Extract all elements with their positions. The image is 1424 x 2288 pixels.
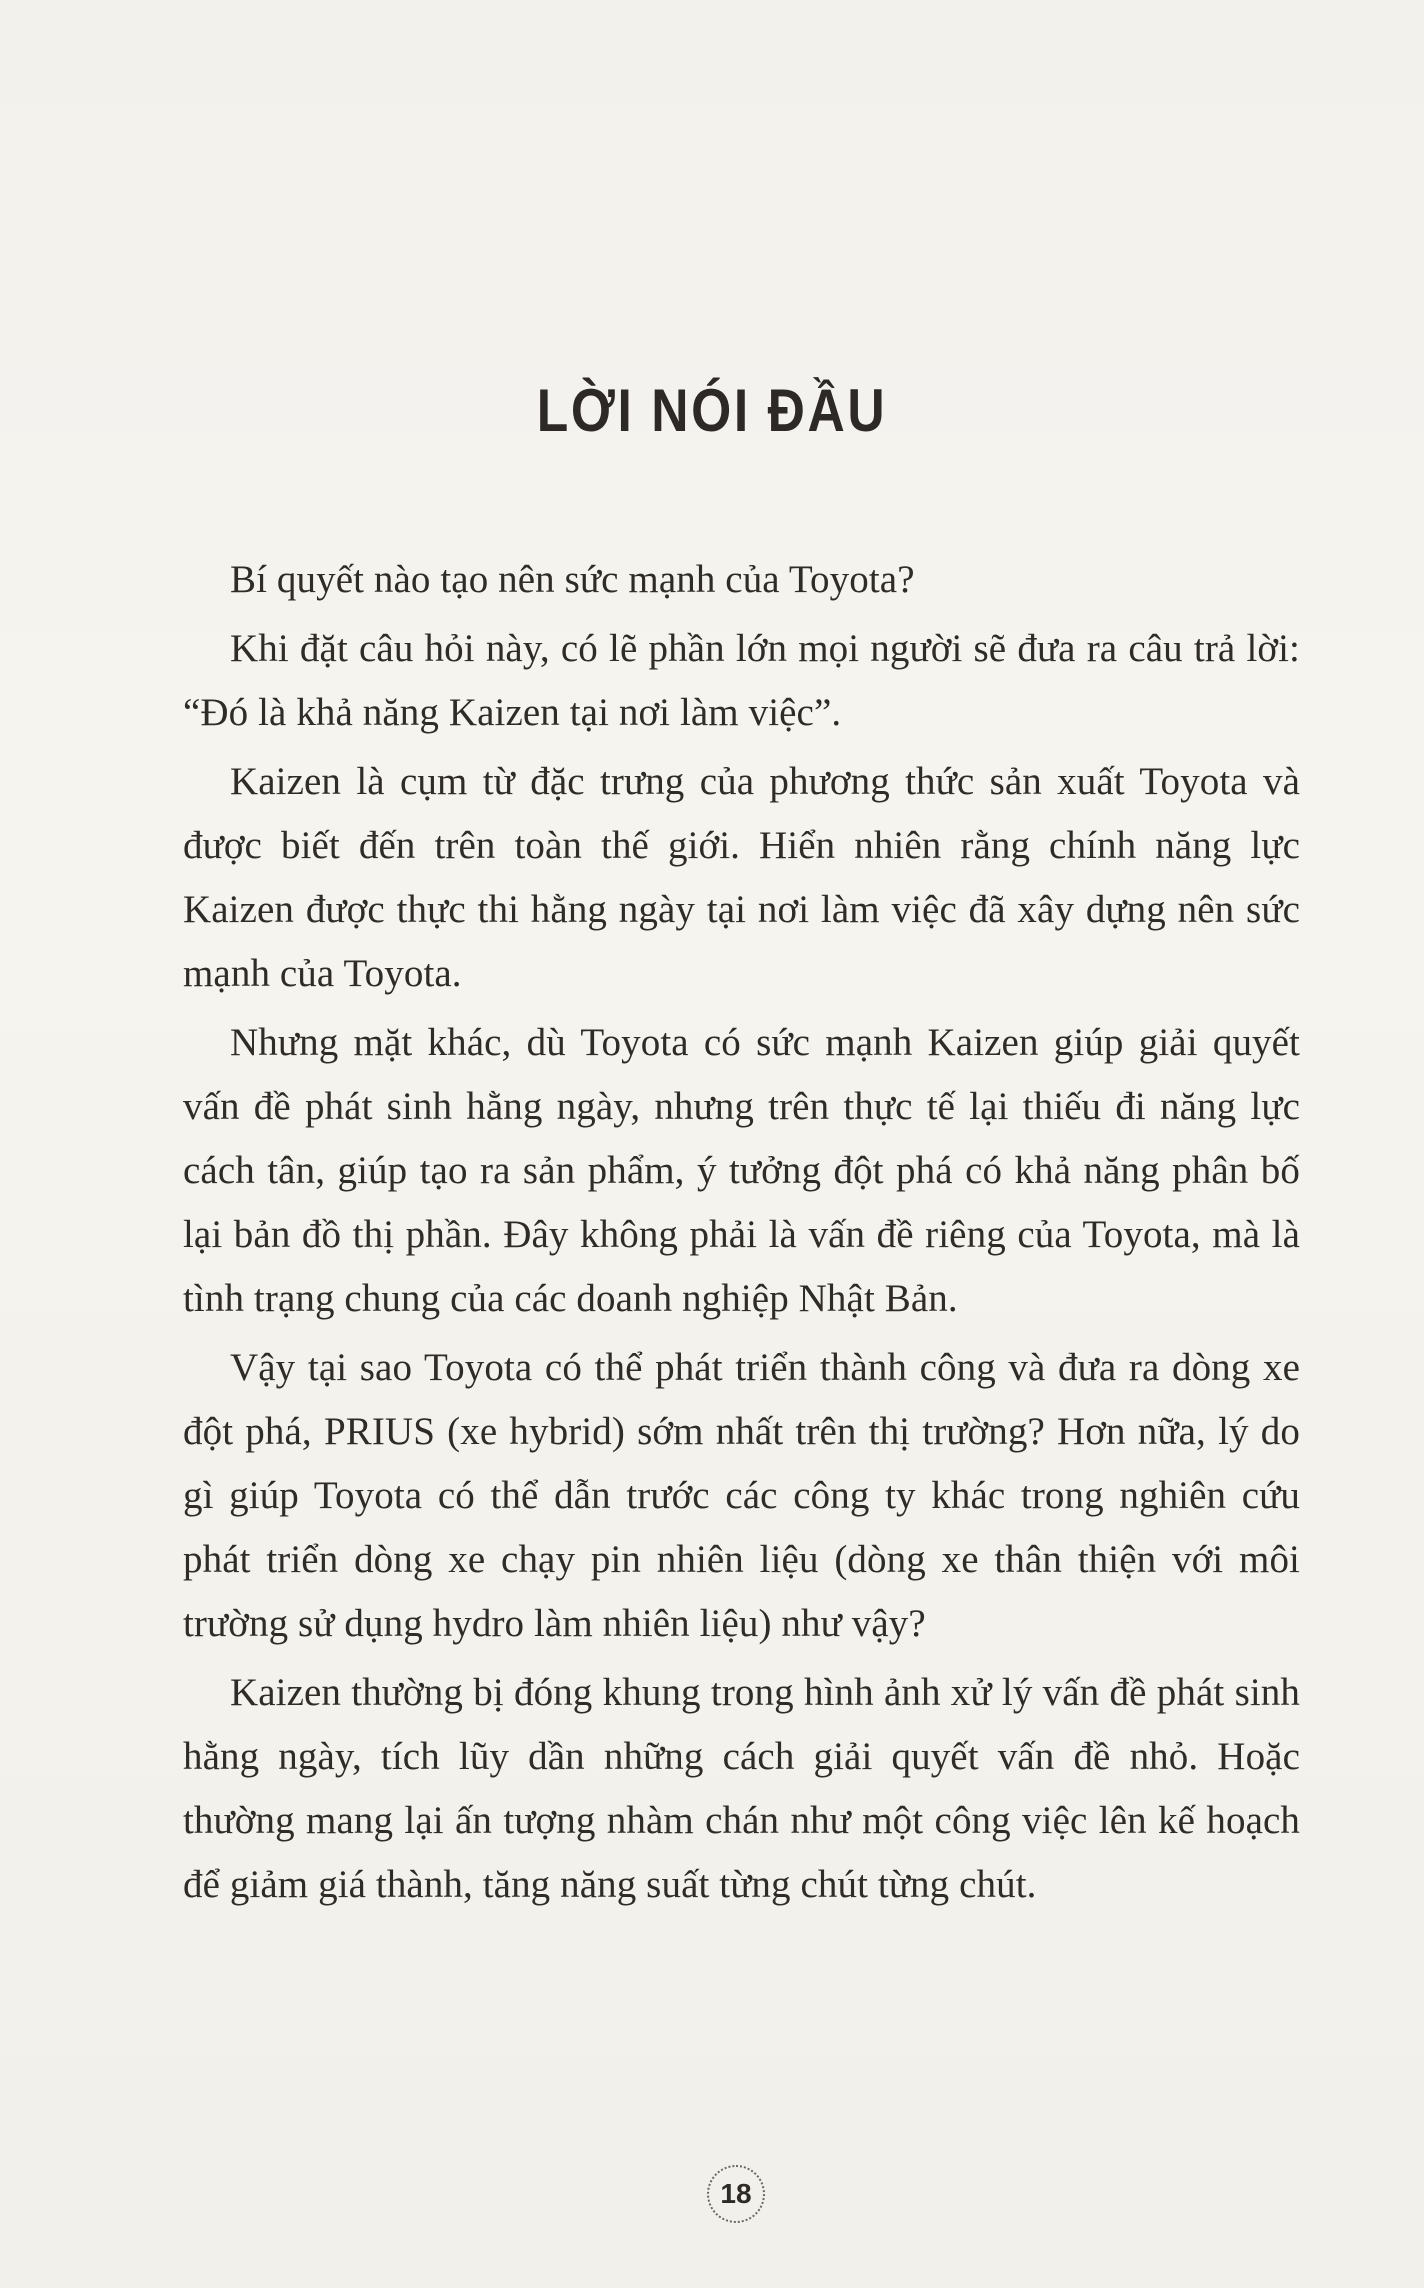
paragraph: Nhưng mặt khác, dù Toyota có sức mạnh Kaizen giúp giải quyết vấn đề phát sinh hằng ngày, nhưng trên thực tế lại thiếu đi năng lực cách tân, giúp tạo ra sản phẩm, ý tưởng đột phá có khả năng phân bố lại bản đồ thị phần. Đây không phải là vấn đề riêng của Toyota, mà là tình trạng chung của các doanh nghiệp Nhật Bản. — [183, 1021, 1300, 1320]
page-number: 18 — [720, 2178, 752, 2209]
paragraph: Vậy tại sao Toyota có thể phát triển thành công và đưa ra dòng xe đột phá, PRIUS (xe hybrid) sớm nhất trên thị trường? Hơn nữa, lý do gì giúp Toyota có thể dẫn trước các công ty khác trong nghiên cứu phát triển dòng xe chạy pin nhiên liệu (dòng xe thân thiện với môi trường sử dụng hydro làm nhiên liệu) như vậy? — [183, 1346, 1300, 1645]
paragraph: Bí quyết nào tạo nên sức mạnh của Toyota? — [230, 558, 915, 601]
chapter-title: LỜI NÓI ĐẦU — [536, 377, 888, 445]
paragraph: Khi đặt câu hỏi này, có lẽ phần lớn mọi người sẽ đưa ra câu trả lời: “Đó là khả năng Kaizen tại nơi làm việc”. — [183, 627, 1300, 734]
paragraph: Kaizen là cụm từ đặc trưng của phương thức sản xuất Toyota và được biết đến trên toàn thế giới. Hiển nhiên rằng chính năng lực Kaizen được thực thi hằng ngày tại nơi làm việc đã xây dựng nên sức mạnh của Toyota. — [183, 760, 1300, 995]
paragraph: Kaizen thường bị đóng khung trong hình ảnh xử lý vấn đề phát sinh hằng ngày, tích lũy dần những cách giải quyết vấn đề nhỏ. Hoặc thường mang lại ấn tượng nhàm chán như một công việc lên kế hoạch để giảm giá thành, tăng năng suất từng chút từng chút. — [183, 1671, 1300, 1906]
page-number-badge — [707, 2165, 765, 2223]
body-text — [183, 548, 1300, 1922]
